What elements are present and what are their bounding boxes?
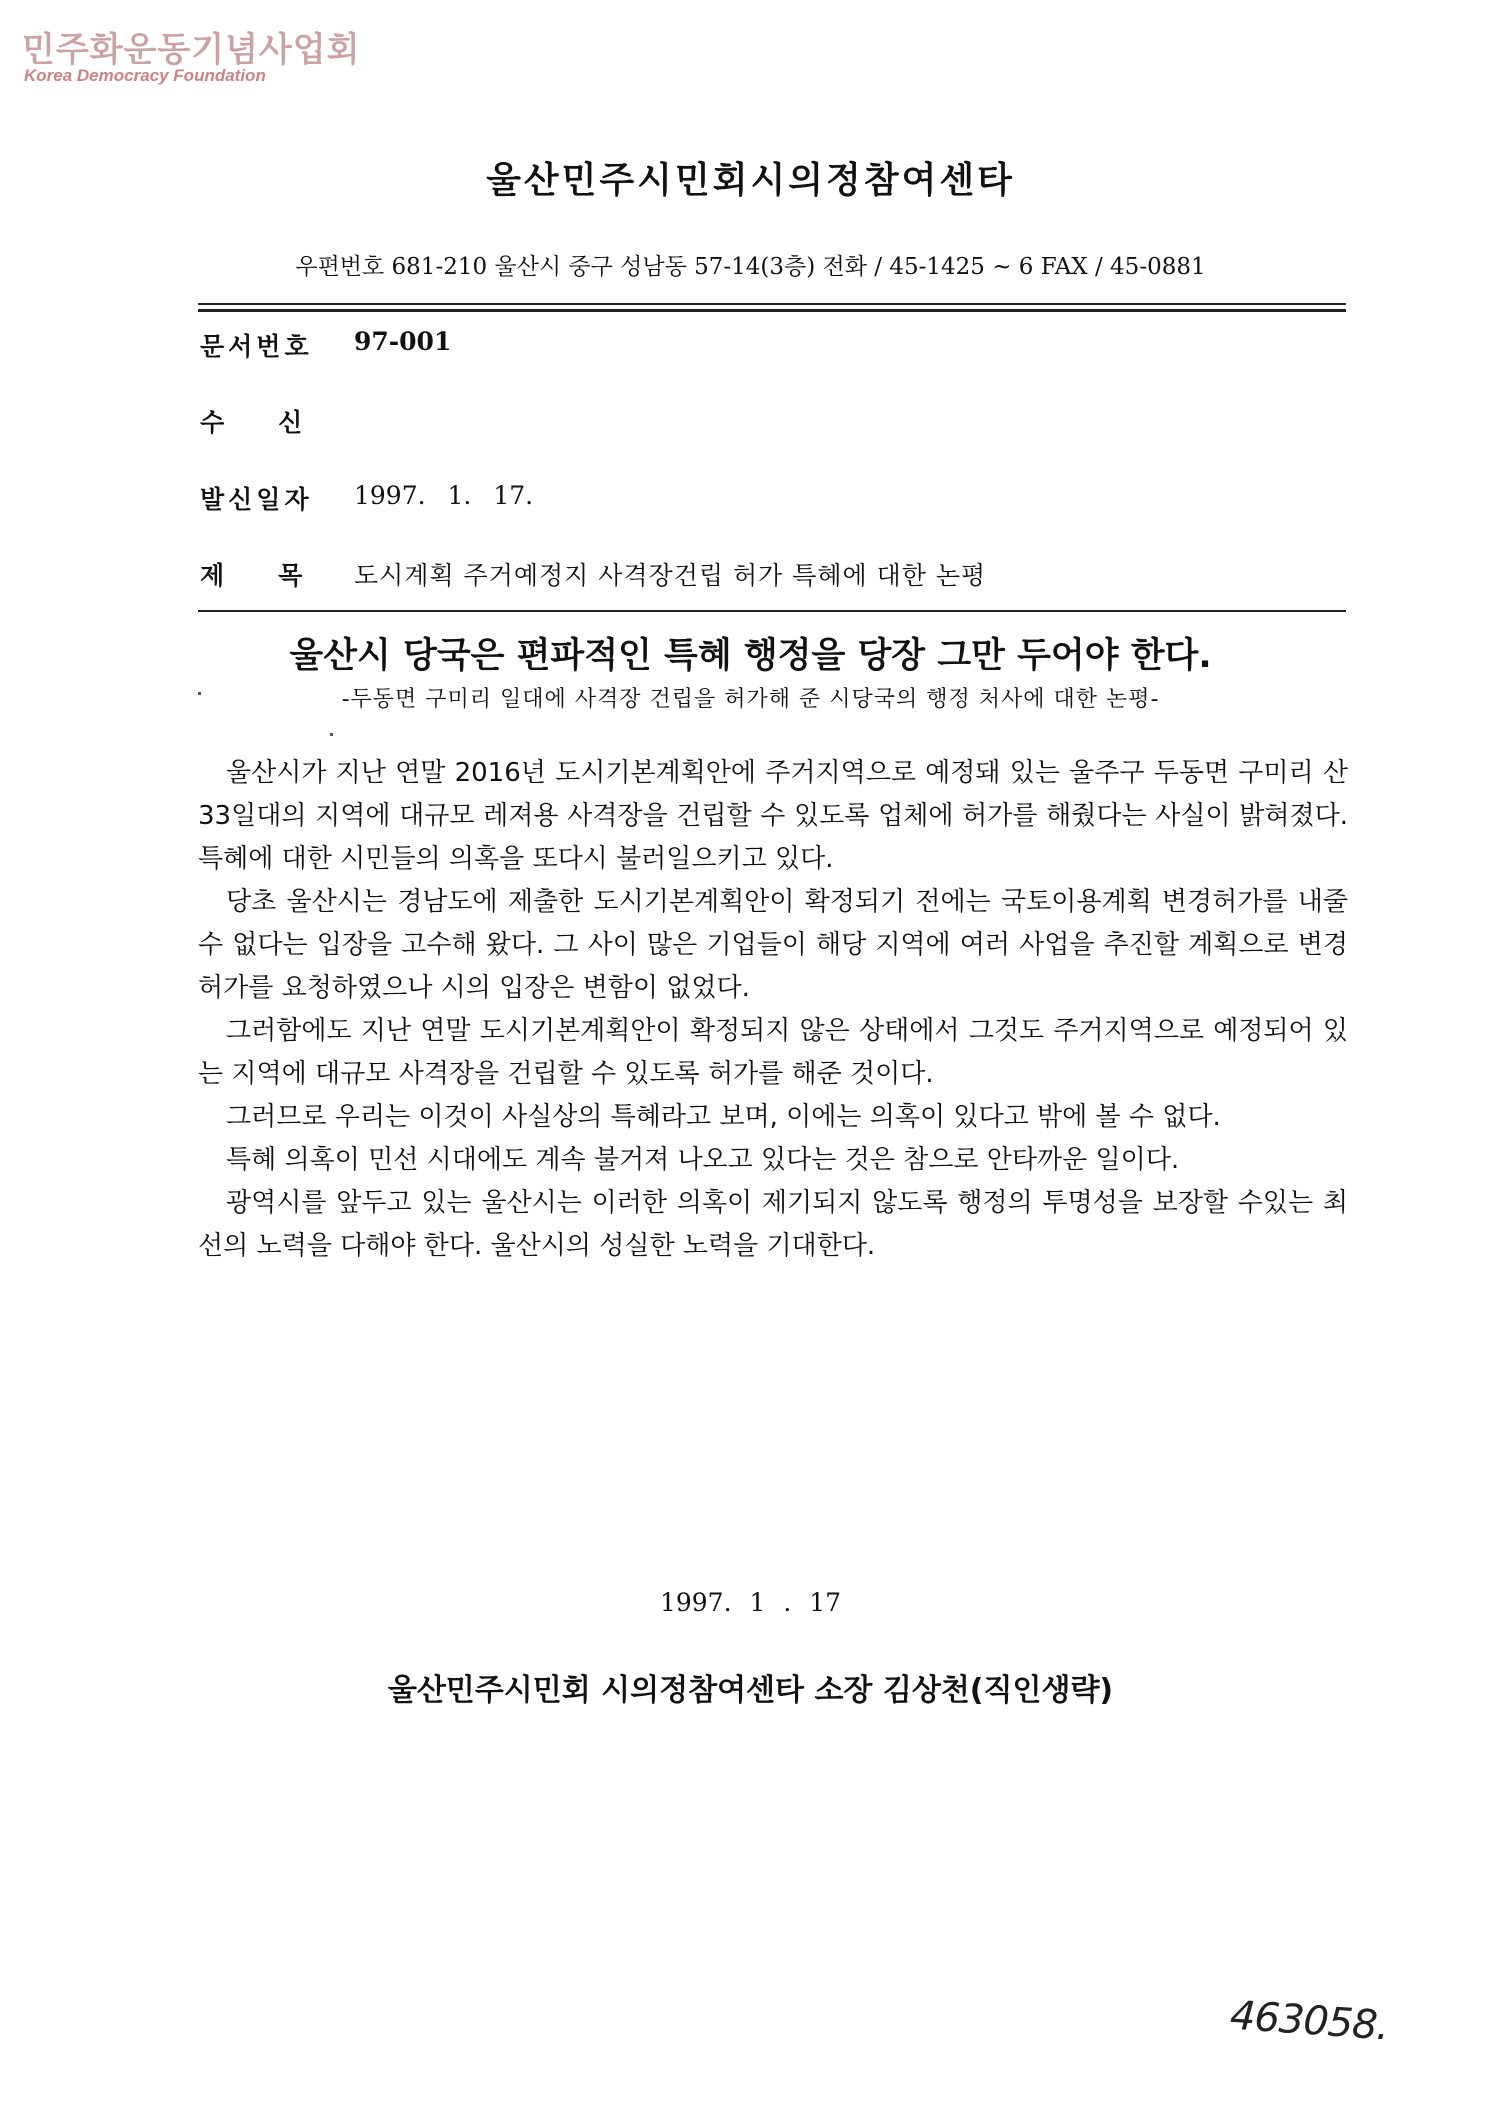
body-paragraph: 당초 울산시는 경남도에 제출한 도시기본계획안이 확정되기 전에는 국토이용계획 변경허가를 내줄 수 없다는 입장을 고수해 왔다. 그 사이 많은 기업들이 해당 지역에 여러 사업을 추진할 계획으로 변경 허가를 요청하였으나 시의 입장은 변함이 없었다.	[198, 887, 1348, 1003]
body-paragraph: 그러함에도 지난 연말 도시기본계획안이 확정되지 않은 상태에서 그것도 주거지역으로 예정되어 있는 지역에 대규모 사격장을 건립할 수 있도록 허가를 해준 것이다.	[198, 1016, 1348, 1089]
article-headline: 울산시 당국은 편파적인 특혜 행정을 당장 그만 두어야 한다.	[289, 636, 1212, 676]
send-date-label: 발신일자	[200, 485, 313, 514]
handwritten-archive-number: 463058.	[1228, 1992, 1390, 2050]
body-paragraph: 특혜 의혹이 민선 시대에도 계속 불거져 나오고 있다는 것은 참으로 안타까운 일이다.	[226, 1145, 1180, 1175]
recipient-label-char-1: 수	[200, 408, 225, 437]
body-paragraph: 광역시를 앞두고 있는 울산시는 이러한 의혹이 제기되지 않도록 행정의 투명성을 보장할 수있는 최선의 노력을 다해야 한다. 울산시의 성실한 노력을 기대한다.	[198, 1188, 1348, 1261]
meta-divider	[198, 610, 1346, 612]
footer-signature: 울산민주시민회 시의정참여센타 소장 김상천(직인생략)	[387, 1673, 1114, 1708]
organization-title: 울산민주시민회시의정참여센타	[486, 160, 1015, 201]
body-paragraph: 울산시가 지난 연말 2016년 도시기본계획안에 주거지역으로 예정돼 있는 울주구 두동면 구미리 산 33일대의 지역에 대규모 레져용 사격장을 건립할 수 있도록 업체에 허가를 해줬다는 사실이 밝혀졌다. 특혜에 대한 시민들의 의혹을 또다시 불러일으키고 있다.	[198, 758, 1348, 874]
body-paragraph: 그러므로 우리는 이것이 사실상의 특혜라고 보며, 이에는 의혹이 있다고 밖에 볼 수 없다.	[226, 1102, 1221, 1132]
scan-speck	[330, 733, 333, 736]
header-divider	[198, 303, 1346, 305]
scan-speck	[198, 692, 201, 695]
subject-label-char-2: 목	[278, 561, 303, 590]
subject-label-char-1: 제	[200, 561, 225, 590]
recipient-label	[200, 403, 302, 439]
doc-number-label: 문서번호	[200, 332, 313, 361]
doc-number-value: 97-001	[354, 327, 452, 356]
send-date-value: 1997. 1. 17.	[354, 481, 534, 510]
recipient-label-char-2: 신	[278, 408, 303, 437]
footer-date: 1997. 1 . 17	[659, 1588, 842, 1617]
watermark-english: Korea Democracy Foundation	[24, 66, 266, 85]
organization-address: 우편번호 681-210 울산시 중구 성남동 57-14(3층) 전화 / 45-1425 ~ 6 FAX / 45-0881	[295, 254, 1206, 280]
watermark-korean: 민주화운동기념사업회	[22, 30, 361, 70]
article-subheadline: -두동면 구미리 일대에 사격장 건립을 허가해 준 시당국의 행정 처사에 대한 논평-	[341, 687, 1160, 712]
article-body	[198, 752, 1348, 1268]
header-divider-thick	[198, 309, 1346, 312]
subject-value: 도시계획 주거예정지 사격장건립 허가 특혜에 대한 논평	[354, 561, 987, 590]
subject-label	[200, 556, 302, 592]
